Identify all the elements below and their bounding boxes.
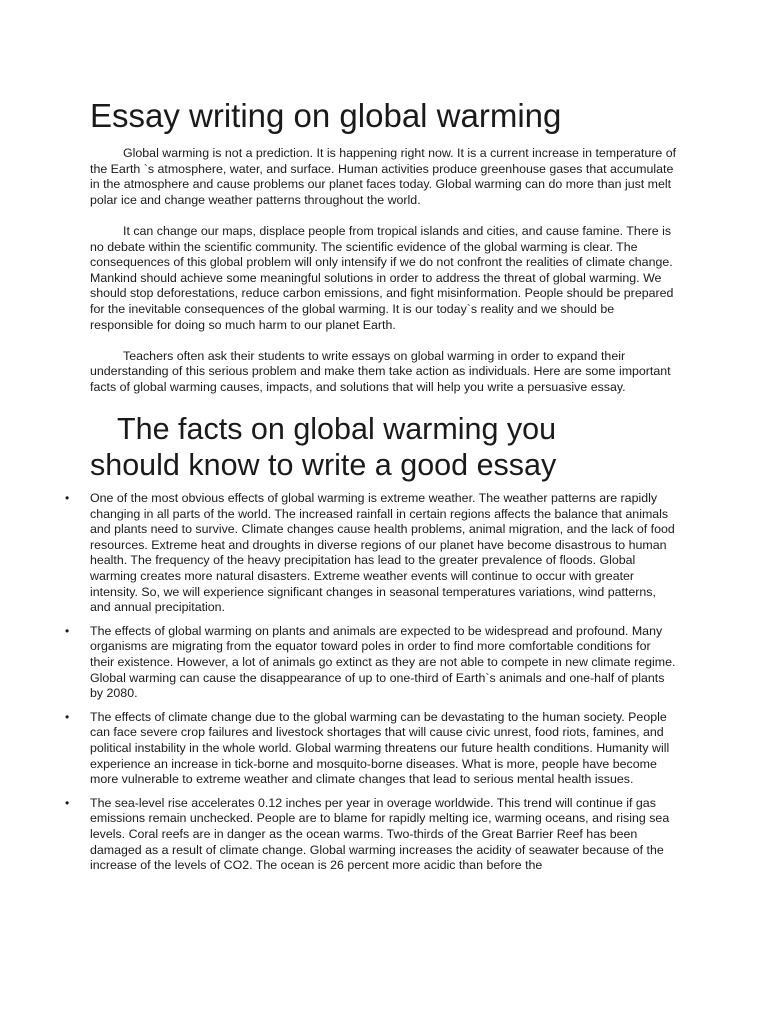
list-item-text: One of the most obvious effects of global warming is extreme weather. The weather patterns are rapidly changing in all parts of the world. The increased rainfall in certain regions affects the balance that animals and plants need to survive. Climate changes cause health problems, animal migration, and the lack of food resources. Extreme heat and droughts in diverse regions of our planet have become disastrous to human health. The frequency of the heavy precipitation has lead to the greater prevalence of floods. Global warming creates more natural disasters. Extreme weather events will continue to occur with greater intensity. So, we will experience significant changes in seasonal temperatures variations, wind patterns, and annual precipitation. [90,491,675,615]
bullet-icon: • [65,491,70,506]
bullet-icon: • [65,623,70,638]
list-item-text: The sea-level rise accelerates 0.12 inches per year in overage worldwide. This trend will continue if gas emissions remain unchecked. People are to blame for rapidly melting ice, warming oceans, and rising sea levels. Coral reefs are in danger as the ocean warms. Two-thirds of the Great Barrier Reef has been damaged as a result of climate change. Global warming increases the acidity of seawater because of the increase of the levels of CO2. The ocean is 26 percent more acidic than before the [90,795,670,873]
list-item-text: The effects of global warming on plants and animals are expected to be widespread and profound. Many organisms are migrating from the equator toward poles in order to find more comfortable conditions for their existence. However, a lot of animals go extinct as they are not able to compete in new climate regime. Global warming can cause the disappearance of up to one-third of Earth`s animals and one-half of plants by 2080. [90,623,676,701]
list-item [65,623,678,702]
paragraph-2: It can change our maps, displace people from tropical islands and cities, and cause famine. There is no debate within the scientific community. The scientific evidence of the global warming is clear. The consequences of this global problem will only intensify if we do not confront the realities of climate change. Mankind should achieve some meaningful solutions in order to address the threat of global warming. We should stop deforestations, reduce carbon emissions, and fight misinformation. People should be prepared for the inevitable consequences of the global warming. It is our today`s reality and we should be responsible for doing so much harm to our planet Earth. [90,223,674,332]
bullet-icon: • [65,795,70,810]
paragraph-3: Teachers often ask their students to write essays on global warming in order to expand their understanding of this serious problem and make them take action as individuals. Here are some important facts of global warming causes, impacts, and solutions that will help you write a persuasive essay. [90,348,671,394]
list-item [65,491,678,616]
bullet-icon: • [65,709,70,724]
list-item-text: The effects of climate change due to the global warming can be devastating to the human society. People can face severe crop failures and livestock shortages that will cause civic unrest, food riots, famines, and political instability in the whole world. Global warming threatens our future health conditions. Humanity will experience an increase in tick-borne and mosquito-borne diseases. What is more, people have become more vulnerable to extreme weather and climate changes that lead to serious mental health issues. [90,709,670,787]
list-item [65,709,678,788]
document-title: Essay writing on global warming [90,97,562,134]
facts-list [65,491,678,874]
section-heading [90,411,678,483]
paragraph-1: Global warming is not a prediction. It is happening right now. It is a current increase in temperature of the Earth `s atmosphere, water, and surface. Human activities produce greenhouse gases that accumulate in the atmosphere and cause problems our planet faces today. Global warming can do more than just melt polar ice and change weather patterns throughout the world. [90,146,677,207]
list-item [65,795,678,874]
section-heading-line-2: should know to write a good essay [90,448,557,483]
section-heading-line-1: The facts on global warming you [117,412,557,447]
